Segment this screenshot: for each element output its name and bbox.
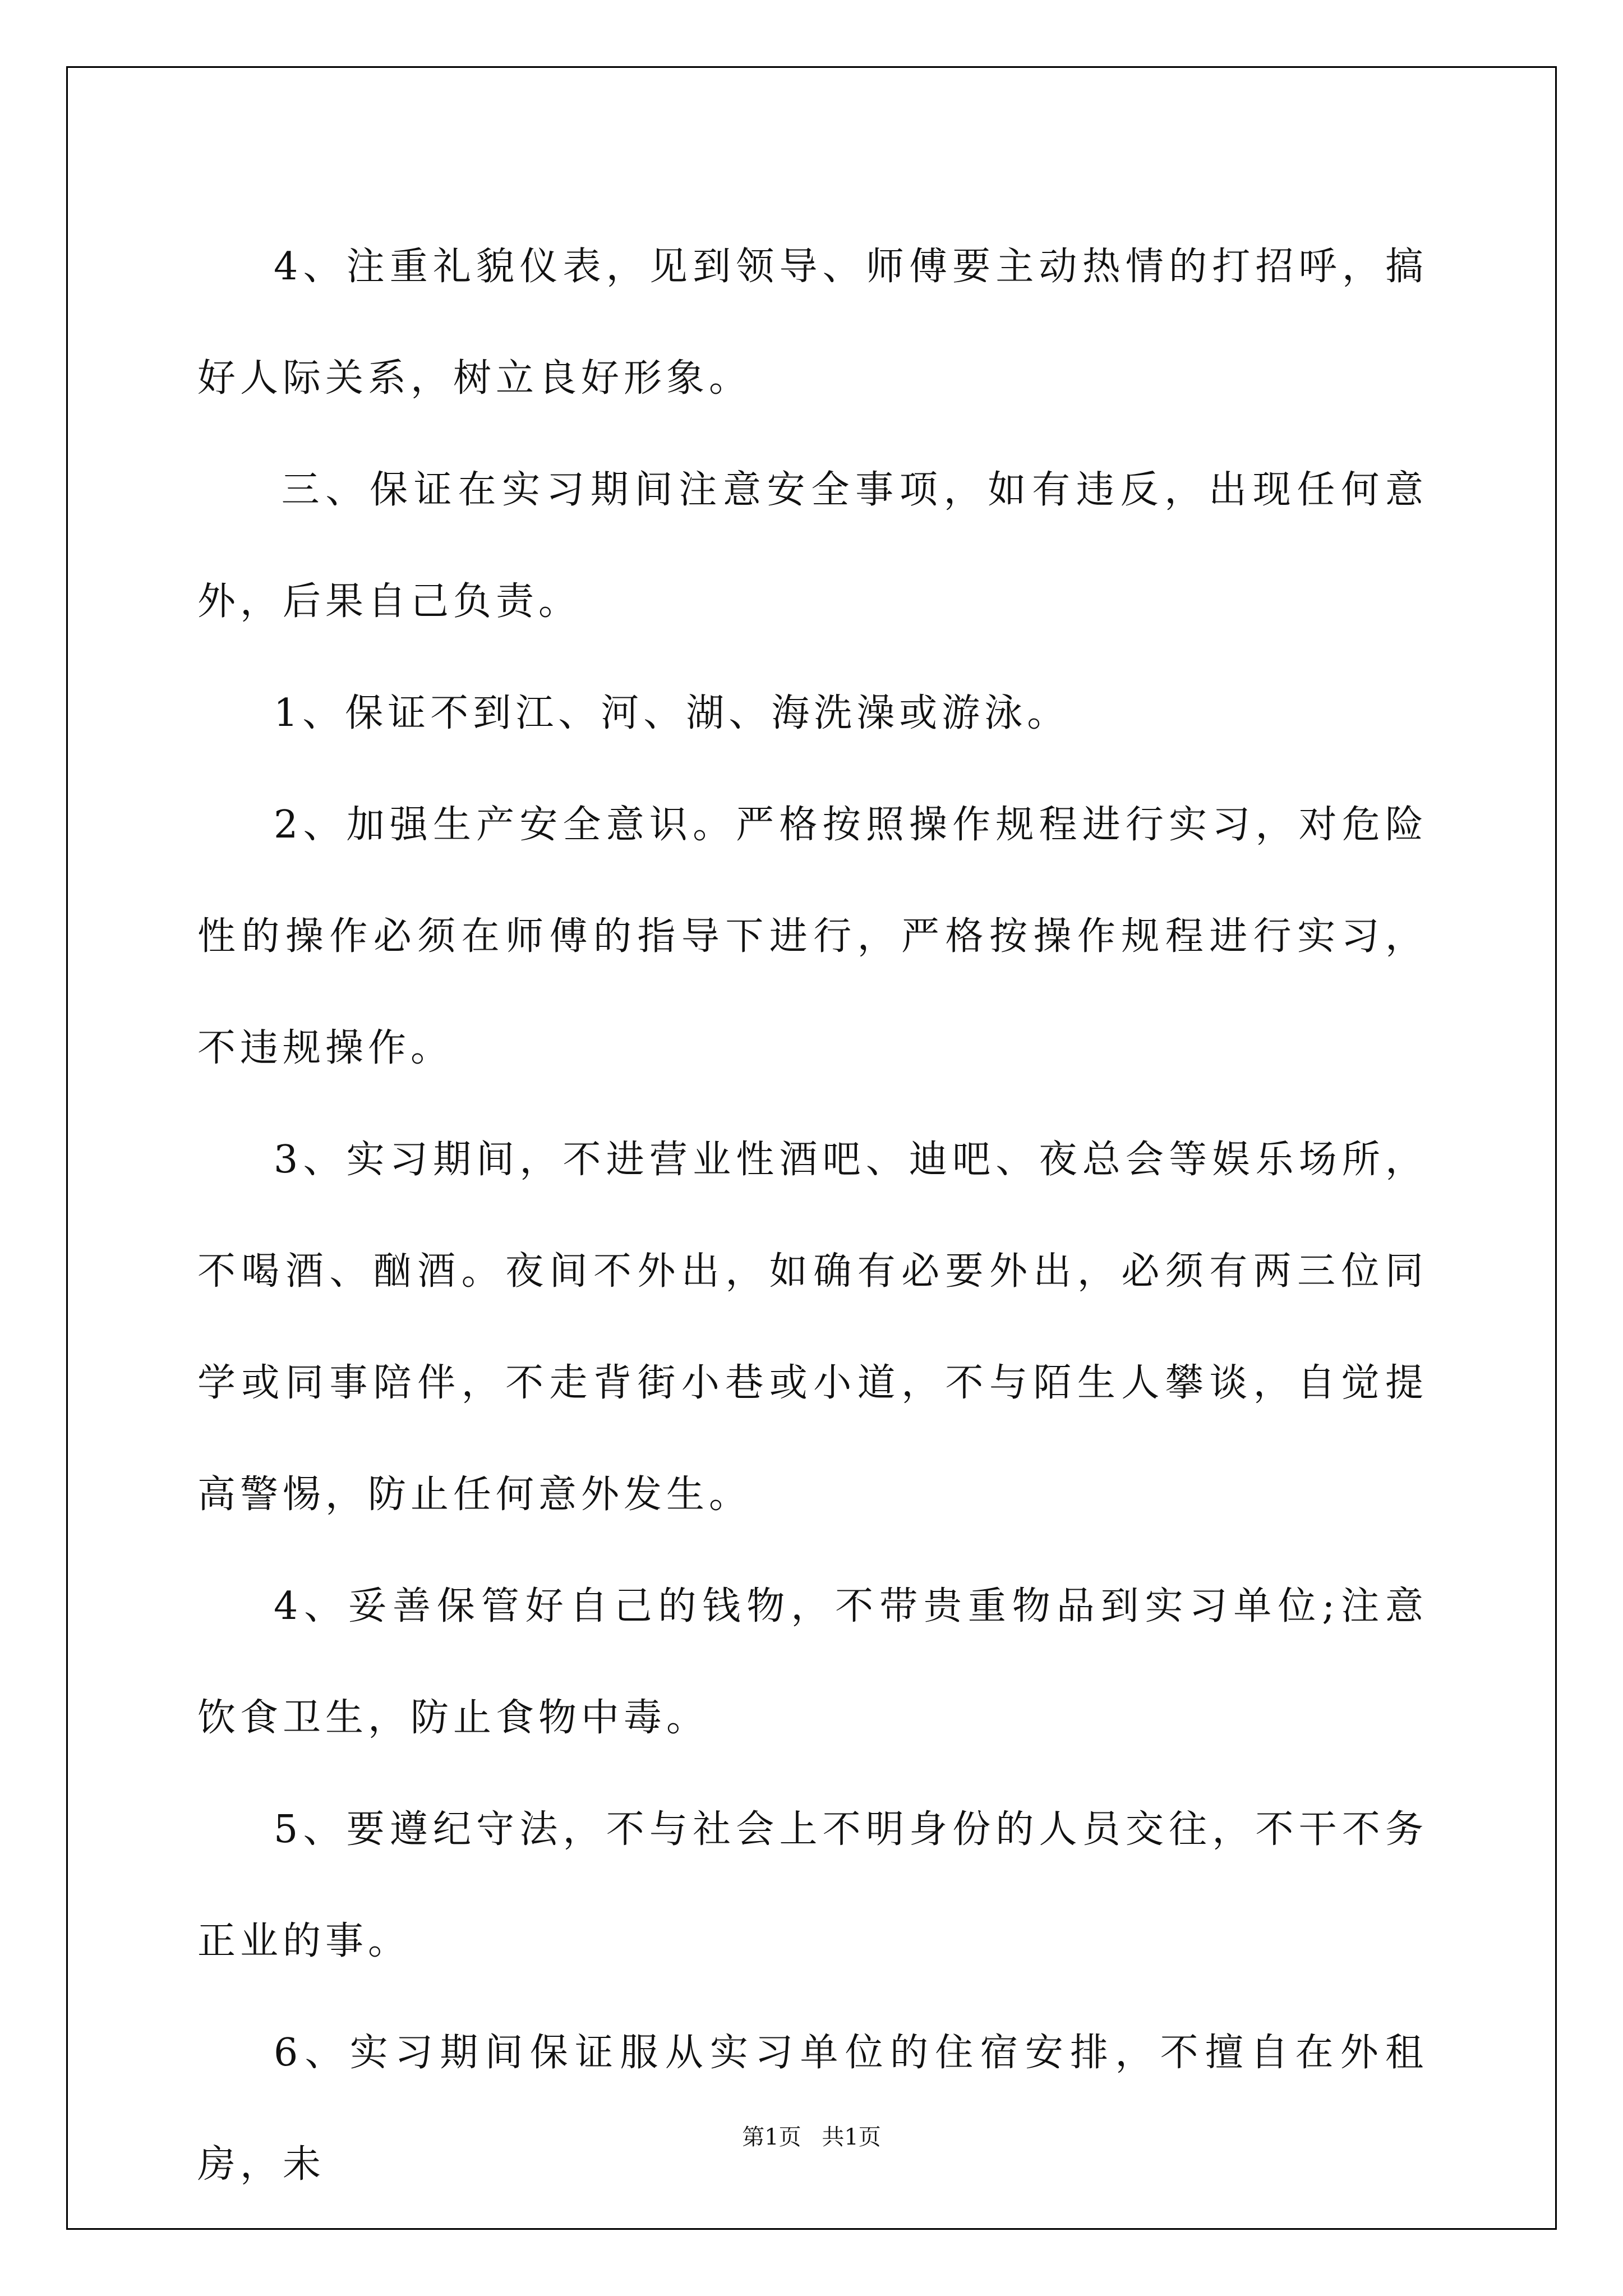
paragraph-safety-heading: 三、保证在实习期间注意安全事项，如有违反，出现任何意外，后果自己负责。 <box>197 468 1428 624</box>
paragraph-entertainment-rules: 3、实习期间，不进营业性酒吧、迪吧、夜总会等娱乐场所，不喝酒、酗酒。夜间不外出，如确有必要外出，必须有两三位同学或同事陪伴，不走背街小巷或小道，不与陌生人攀谈，自觉提高警惕，防止任何意外发生。 <box>197 1138 1428 1517</box>
document-body <box>197 211 1428 2220</box>
paragraph-law-abiding: 5、要遵纪守法，不与社会上不明身份的人员交往，不干不务正业的事。 <box>197 1807 1428 1963</box>
page-number: 第1页 <box>742 2124 801 2150</box>
paragraph-accommodation: 6、实习期间保证服从实习单位的住宿安排，不擅自在外租房，未 <box>197 2031 1428 2187</box>
paragraph-etiquette: 4、注重礼貌仪表，见到领导、师傅要主动热情的打招呼，搞好人际关系，树立良好形象。 <box>197 245 1428 401</box>
paragraph-no-swimming: 1、保证不到江、河、湖、海洗澡或游泳。 <box>274 691 1070 735</box>
page-total: 共1页 <box>822 2124 881 2150</box>
paragraph-belongings: 4、妥善保管好自己的钱物，不带贵重物品到实习单位;注意饮食卫生，防止食物中毒。 <box>197 1584 1428 1740</box>
paragraph-production-safety: 2、加强生产安全意识。严格按照操作规程进行实习，对危险性的操作必须在师傅的指导下进行，严格按操作规程进行实习，不违规操作。 <box>197 803 1428 1070</box>
page-footer <box>0 2119 1623 2151</box>
